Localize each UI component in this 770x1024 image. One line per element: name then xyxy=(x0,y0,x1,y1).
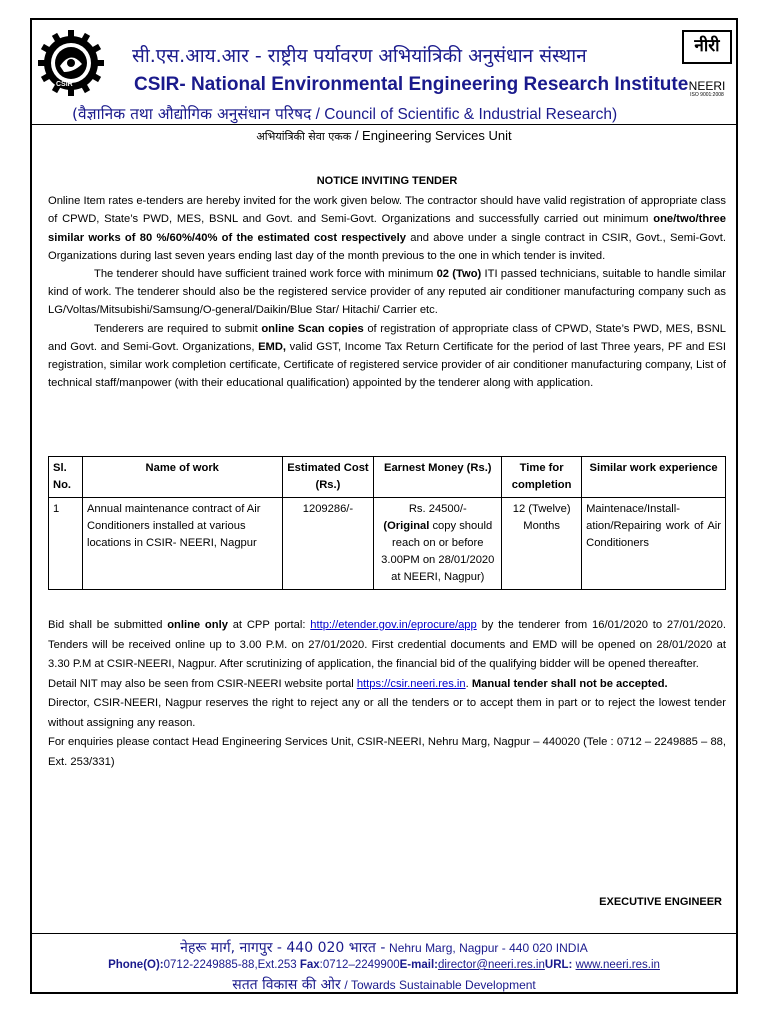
cell-estimated-cost: 1209286/- xyxy=(282,498,374,590)
contact-line xyxy=(32,959,736,971)
detail-text-a: Detail NIT may also be seen from CSIR-NEERI website portal xyxy=(48,677,357,690)
paragraph-workforce xyxy=(48,265,726,320)
website-link[interactable]: www.neeri.res.in xyxy=(575,959,660,971)
email-link[interactable]: director@neeri.res.in xyxy=(437,959,545,971)
footer-divider xyxy=(32,933,736,934)
submission-details xyxy=(48,616,726,772)
logo-right-iso: ISO 9001:2008 xyxy=(690,92,724,98)
unit-english: / Engineering Services Unit xyxy=(354,128,512,143)
address-line xyxy=(32,938,736,957)
fax-label: Fax xyxy=(299,959,320,971)
phone-value: 0712-2249885-88,Ext.253 xyxy=(163,959,300,971)
p3-bold-2: EMD, xyxy=(258,340,287,353)
phone-label: Phone(O): xyxy=(108,959,164,971)
p2-text-a: The tenderer should have sufficient trained work force with minimum xyxy=(94,268,437,281)
csir-logo xyxy=(36,28,106,98)
p1-text-b: and above under a single contract in CSIR, Govt., Semi-Govt. Organizations during last seven years ending last day of the month previous to the one in which tender is invited. xyxy=(48,231,726,262)
signature-title: EXECUTIVE ENGINEER xyxy=(599,896,722,908)
paragraph-enquiry: For enquiries please contact Head Engineering Services Unit, CSIR-NEERI, Nehru Marg, Nagpur – 440020 (Tele : 0712 – 2249885 – 88, Ext. 253/331) xyxy=(48,736,726,768)
p3-text-c: valid GST, Income Tax Return Certificate for the period of last Three years, PF and ESI registration, similar work completion certificate, Certificate of registered service provider of air conditioner manufacturing company, List of technical staff/manpower (with their educational qualification) appointed by the tenderer along with application. xyxy=(48,340,726,390)
emd-amount: Rs. 24500/- xyxy=(408,503,467,515)
p2-text-b: ITI passed technicians, suitable to handle similar kind of work. The tenderer should also be the registered service provider of any reputed air conditioner manufacturing company such as LG/Voltas/Mitsubishi/Samsung/O-general/Daikin/Blue Star/ Hitachi/ Carrier etc. xyxy=(48,268,727,317)
address-hindi: नेहरू मार्ग, नागपुर - 440 020 भारत - xyxy=(180,940,386,956)
table-row xyxy=(49,498,726,590)
url-label: URL: xyxy=(544,959,576,971)
bid-text-c: by the tenderer from 16/01/2020 to 27/01/2020. Tenders will be received online up to 3.00 P.M. on 27/01/2020. First credential documents and EMD will be opened on 28/01/2020 at 3.30 P.M at CSIR-NEERI, Nagpur. After scrutinizing of application, the financial bid of the qualifying bidder will be opened thereafter. xyxy=(48,619,726,670)
cell-sl-no: 1 xyxy=(49,498,83,590)
header-divider xyxy=(32,124,736,125)
cell-name-of-work: Annual maintenance contract of Air Conditioners installed at various locations in CSIR- NEERI, Nagpur xyxy=(82,498,282,590)
detail-text-b: . xyxy=(465,677,472,690)
paragraph-detail-nit xyxy=(48,675,726,695)
notice-body xyxy=(48,172,726,392)
paragraph-bid-submission xyxy=(48,616,726,675)
notice-title: NOTICE INVITING TENDER xyxy=(316,175,458,187)
paragraph-eligibility xyxy=(48,192,726,265)
cell-earnest-money xyxy=(374,498,502,590)
header-name-of-work: Name of work xyxy=(82,457,282,498)
p2-bold: 02 (Two) xyxy=(436,268,482,281)
council-english: / Council of Scientific & Industrial Research) xyxy=(315,106,618,123)
bid-text-a: Bid shall be submitted xyxy=(48,619,168,631)
tender-table xyxy=(48,456,726,590)
email-label: E-mail: xyxy=(399,959,438,971)
paragraph-director: Director, CSIR-NEERI, Nagpur reserves the right to reject any or all the tenders or to accept them in part or to reject the lowest tender without assigning any reason. xyxy=(48,697,726,729)
neeri-website-link[interactable]: https://csir.neeri.res.in xyxy=(356,677,466,690)
p3-bold-1: online Scan copies xyxy=(261,322,364,335)
header-estimated-cost: Estimated Cost (Rs.) xyxy=(282,457,374,498)
cpp-portal-link[interactable]: http://etender.gov.in/eprocure/app xyxy=(310,619,477,631)
bid-bold: online only xyxy=(167,619,228,631)
motto-hindi: सतत विकास की ओर xyxy=(232,977,341,993)
header-sl-no: Sl. No. xyxy=(49,457,83,498)
p3-text-a: Tenderers are required to submit xyxy=(94,322,262,335)
emd-bold: (Original xyxy=(383,520,430,532)
neeri-logo xyxy=(682,30,732,106)
p1-bold: one/two/three similar works of 80 %/60%/40% of the estimated cost respectively xyxy=(48,213,726,244)
institute-title-english: CSIR- National Environmental Engineering Research Institute xyxy=(134,74,689,95)
institute-title-hindi: सी.एस.आय.आर - राष्ट्रीय पर्यावरण अभियांत्रिकी अनुसंधान संस्थान xyxy=(132,45,587,67)
header-similar-work: Similar work experience xyxy=(582,457,726,498)
logo-right-hindi: नीरी xyxy=(682,30,732,64)
emd-note: copy should reach on or before 3.00PM on 28/01/2020 at NEERI, Nagpur) xyxy=(381,520,495,583)
cell-similar-work: Maintenace/Install-ation/Repairing work of Air Conditioners xyxy=(582,498,726,590)
p1-text-a: Online Item rates e-tenders are hereby invited for the work given below. The contractor should have valid registration of appropriate class of CPWD, State’s PWD, MES, BSNL and Govt. and Semi-Govt. Organizations and successfully carried out minimum xyxy=(48,195,726,226)
bid-text-b: at CPP portal: xyxy=(227,619,311,631)
council-line xyxy=(72,102,617,124)
cell-time-for-completion: 12 (Twelve) Months xyxy=(502,498,582,590)
logo-right-text: NEERI xyxy=(688,79,726,93)
unit-hindi: अभियांत्रिकी सेवा एकक xyxy=(256,130,352,143)
p3-text-b: of registration of appropriate class of CPWD, State’s PWD, MES, BSNL and Govt. and Semi-Govt. Organizations, xyxy=(48,322,726,353)
motto-english: / Towards Sustainable Development xyxy=(344,978,536,992)
motto-line xyxy=(32,975,736,994)
table-header-row xyxy=(49,457,726,498)
header-time-for-completion: Time for completion xyxy=(502,457,582,498)
detail-bold: Manual tender shall not be accepted. xyxy=(471,677,668,690)
fax-value: :0712–2249900 xyxy=(319,959,400,971)
council-hindi: (वैज्ञानिक तथा औद्योगिक अनुसंधान परिषद xyxy=(72,105,312,123)
header-earnest-money: Earnest Money (Rs.) xyxy=(374,457,502,498)
paragraph-documents xyxy=(48,320,726,393)
document-page xyxy=(30,18,738,994)
logo-left-text: CSIR xyxy=(56,81,73,88)
unit-line xyxy=(32,128,736,144)
address-english: Nehru Marg, Nagpur - 440 020 INDIA xyxy=(389,941,588,955)
